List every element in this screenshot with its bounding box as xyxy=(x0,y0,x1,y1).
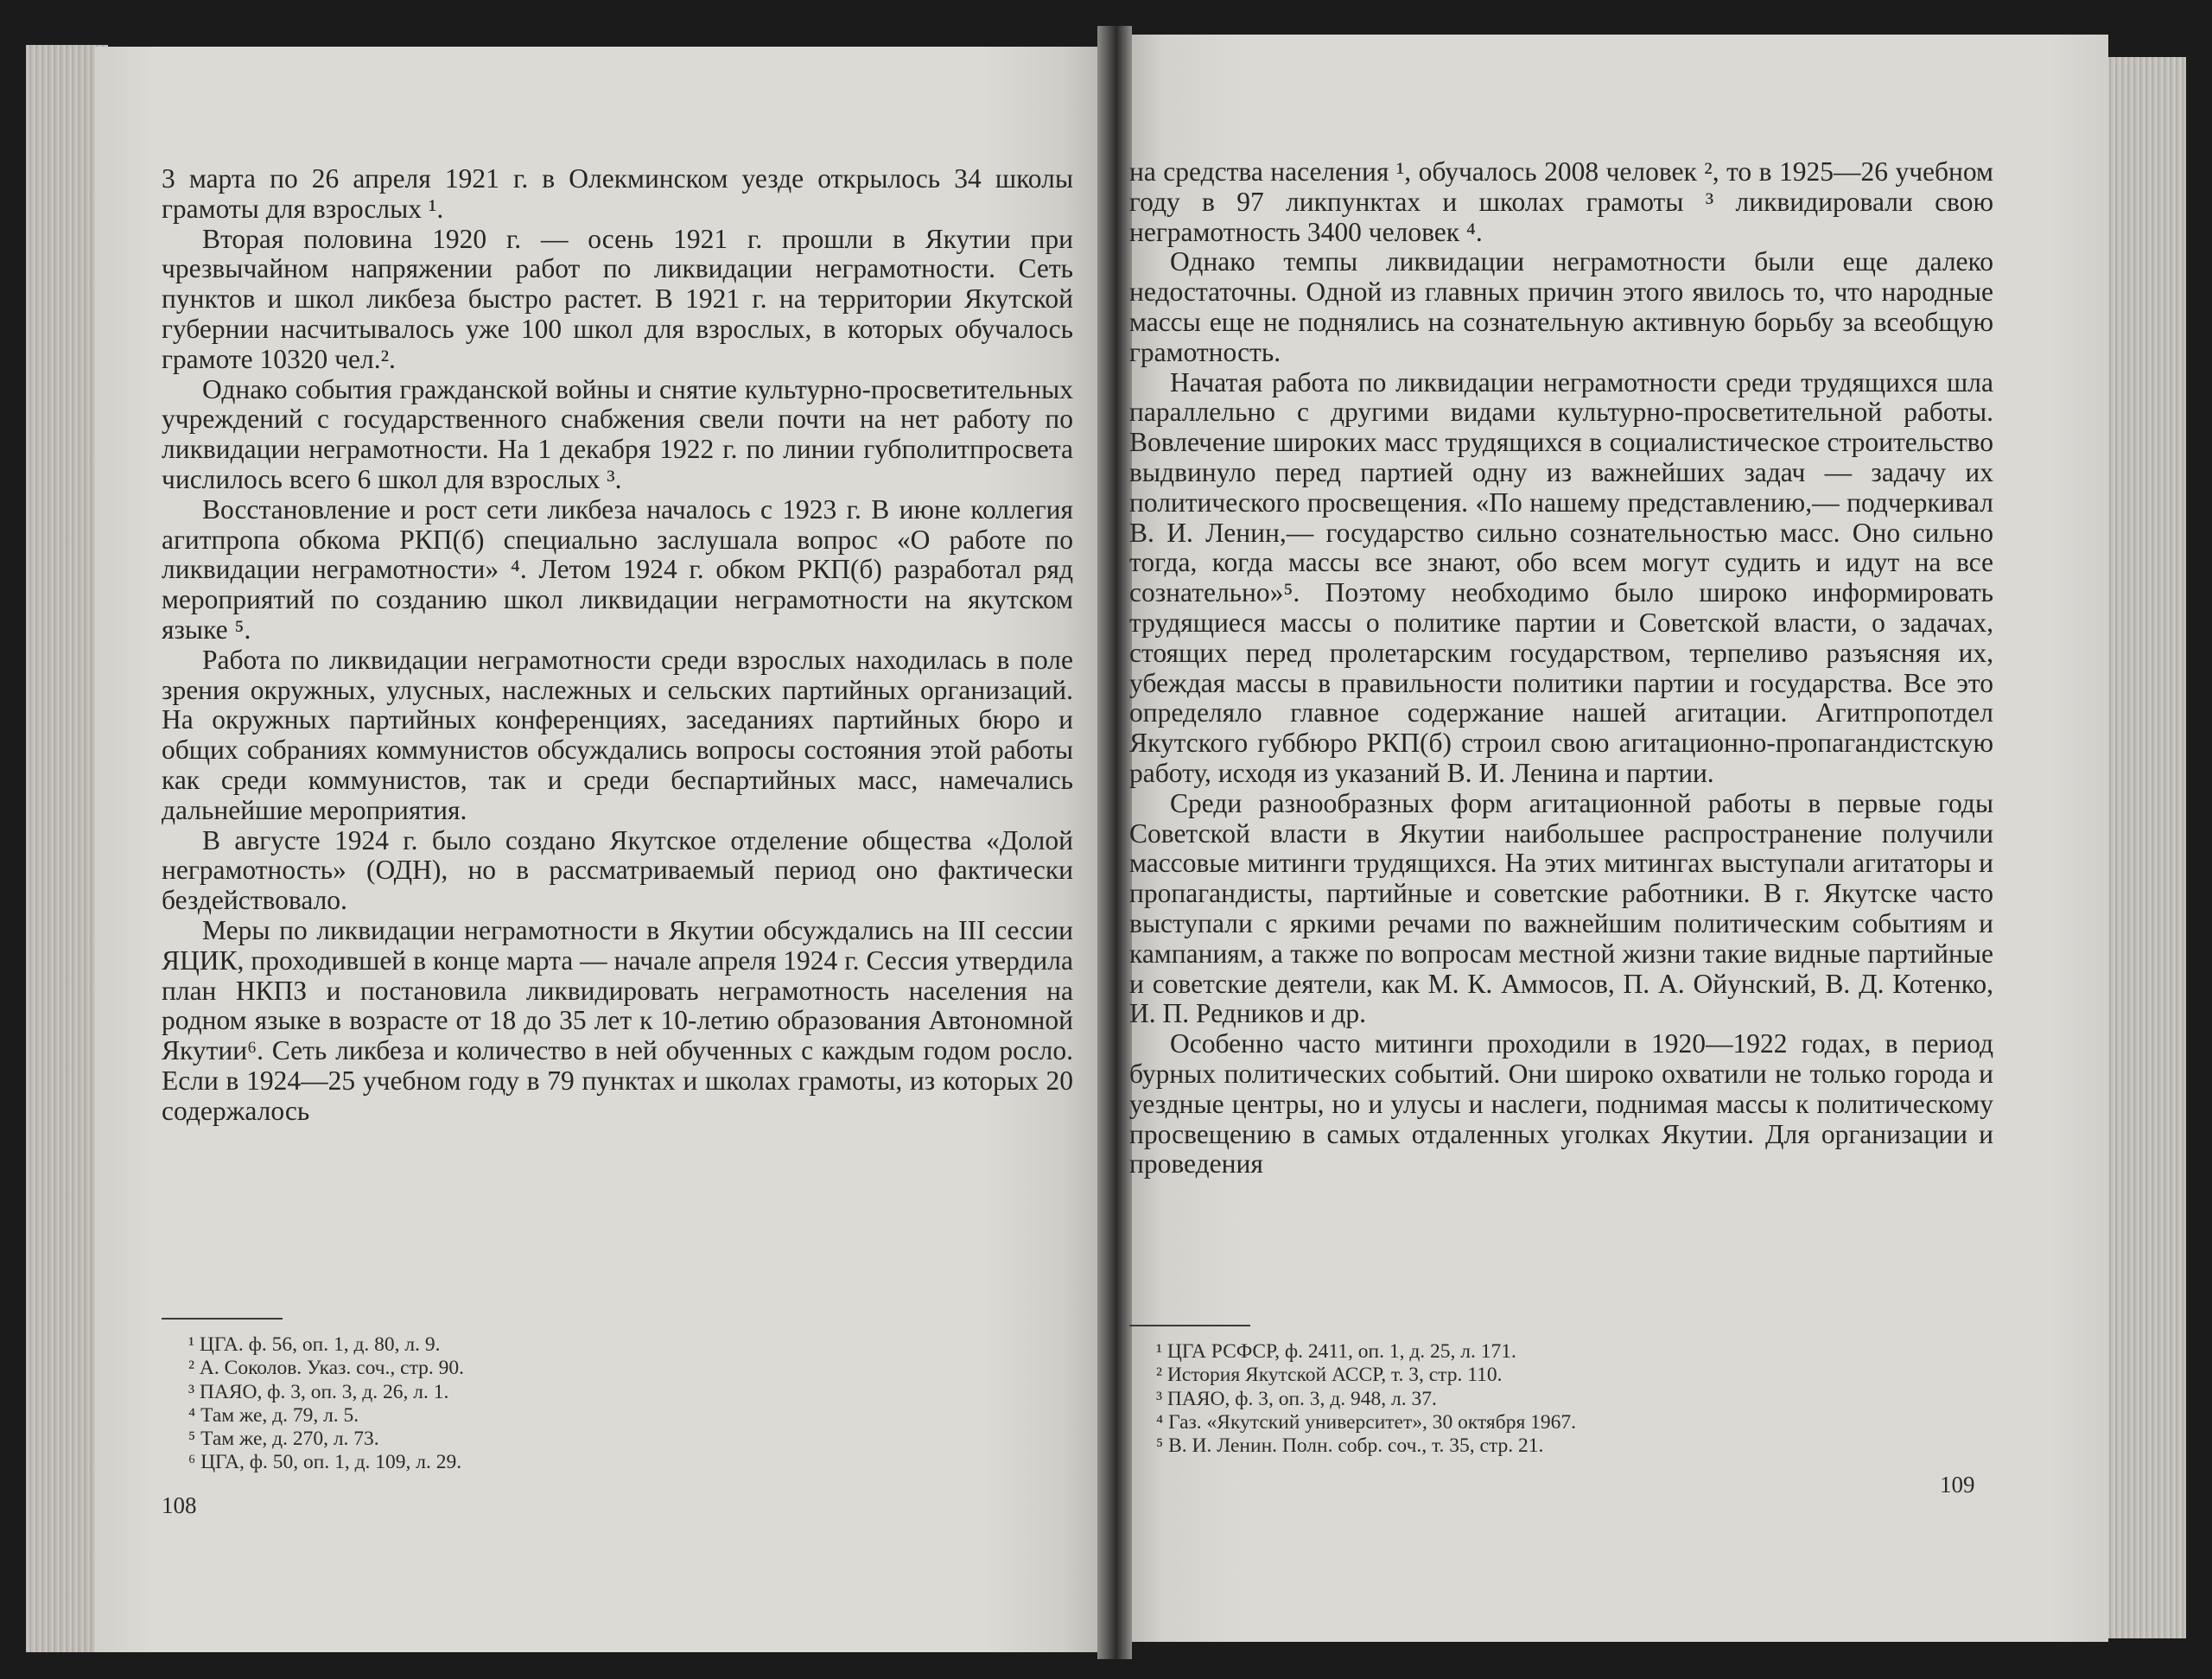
left-footnote-3: ³ ПАЯО, ф. 3, оп. 3, д. 26, л. 1. xyxy=(188,1380,449,1403)
left-footnotes xyxy=(188,1333,464,1475)
right-paragraph-5: Особенно часто митинги проходили в 1920—1922 годах, в период бурных политических событий. Они широко охватили не только города и уездные центры, но и улусы и наслеги, поднимая массы к политическому просвещению в самых отдаленных уголках Якутии. Для организации и проведения xyxy=(1129,1028,1993,1180)
left-paragraph-1: 3 марта по 26 апреля 1921 г. в Олекминском уезде открылось 34 школы грамоты для взрослых ¹. xyxy=(162,163,1073,224)
left-page-body xyxy=(162,164,1073,1127)
left-footnote-6: ⁶ ЦГА, ф. 50, оп. 1, д. 109, л. 29. xyxy=(188,1451,462,1474)
right-paragraph-3: Начатая работа по ликвидации неграмотности среди трудящихся шла параллельно с другими видами культурно-просветительной работы. Вовлечение широких масс трудящихся в социалистическое строительство выдвинуло перед партией одну из важнейших задач — задачу их политического просвещения. «По нашему представлению,— подчеркивал В. И. Ленин,— государство сильно сознательностью масс. Оно сильно тогда, когда массы все знают, обо всем могут судить и идут на все сознательно»⁵. Поэтому необходимо было широко информировать трудящиеся массы о политике партии и Советской власти, о задачах, стоящих перед пролетарским государством, терпеливо разъясняя их, убеждая массы в правильности политики партии и государства. Все это определяло главное содержание нашей агитации. Агитпропотдел Якутского губбюро РКП(б) строил свою агитационно-пропагандистскую работу, исходя из указаний В. И. Ленина и партии. xyxy=(1129,366,1993,788)
right-footnote-4: ⁴ Газ. «Якутский университет», 30 октября 1967. xyxy=(1156,1410,1577,1434)
left-footnote-4: ⁴ Там же, д. 79, л. 5. xyxy=(188,1403,359,1427)
left-page-number: 108 xyxy=(162,1492,197,1518)
right-page-edges xyxy=(2100,57,2186,1638)
right-footnote-2: ² История Якутской АССР, т. 3, стр. 110. xyxy=(1156,1364,1503,1387)
right-footnote-rule xyxy=(1129,1325,1250,1326)
right-paragraph-2: Однако темпы ликвидации неграмотности были еще далеко недостаточны. Одной из главных причин этого явилось то, что народные массы еще не поднялись на сознательную активную борьбу за всеобщую грамотность. xyxy=(1129,246,1993,367)
right-page-number: 109 xyxy=(1940,1472,1975,1498)
left-paragraph-7: Меры по ликвидации неграмотности в Якутии обсуждались на III сессии ЯЦИК, проходившей в конце марта — начале апреля 1924 г. Сессия утвердила план НКПЗ и постановила ликвидировать неграмотность населения на родном языке в возрасте от 18 до 35 лет к 10-летию образования Автономной Якутии⁶. Сеть ликбеза и количество в ней обученных с каждым годом росло. Если в 1924—25 учебном году в 79 пунктах и школах грамоты, из которых 20 содержалось xyxy=(162,914,1073,1126)
right-paragraph-1: на средства населения ¹, обучалось 2008 человек ², то в 1925—26 учебном году в 97 ликпунктах и школах грамоты ³ ликвидировали свою неграмотность 3400 человек ⁴. xyxy=(1129,156,1993,247)
left-paragraph-3: Однако события гражданской войны и снятие культурно-просветительных учреждений с государственного снабжения свели почти на нет работу по ликвидации неграмотности. На 1 декабря 1922 г. по линии губполитпросвета числилось всего 6 школ для взрослых ³. xyxy=(162,373,1073,494)
left-footnote-1: ¹ ЦГА. ф. 56, оп. 1, д. 80, л. 9. xyxy=(188,1333,441,1356)
left-footnote-rule xyxy=(162,1318,283,1320)
right-footnote-3: ³ ПАЯО, ф. 3, оп. 3, д. 948, л. 37. xyxy=(1156,1387,1437,1410)
right-footnote-5: ⁵ В. И. Ленин. Полн. собр. соч., т. 35, стр. 21. xyxy=(1156,1434,1544,1458)
right-paragraph-4: Среди разнообразных форм агитационной работы в первые годы Советской власти в Якутии наибольшее распространение получили массовые митинги трудящихся. На этих митингах выступали агитаторы и пропагандисты, партийные и советские работники. В г. Якутске часто выступали с яркими речами по важнейшим политическим событиям и кампаниям, а также по вопросам местной жизни такие видные партийные и советские деятели, как М. К. Аммосов, П. А. Ойунский, В. Д. Котенко, И. П. Редников и др. xyxy=(1129,787,1993,1029)
left-footnote-5: ⁵ Там же, д. 270, л. 73. xyxy=(188,1428,379,1451)
book-gutter xyxy=(1097,26,1132,1659)
left-paragraph-5: Работа по ликвидации неграмотности среди взрослых находилась в поле зрения окружных, улусных, наслежных и сельских партийных организаций. На окружных партийных конференциях, заседаниях партийных бюро и общих собраниях коммунистов обсуждались вопросы состояния этой работы как среди коммунистов, так и среди беспартийных масс, намечались дальнейшие мероприятия. xyxy=(162,644,1073,825)
left-paragraph-2: Вторая половина 1920 г. — осень 1921 г. прошли в Якутии при чрезвычайном напряжении работ по ликвидации неграмотности. Сеть пунктов и школ ликбеза быстро растет. В 1921 г. на территории Якутской губернии насчитывалось уже 100 школ для взрослых, в которых обучалось грамоте 10320 чел.². xyxy=(162,223,1073,374)
left-paragraph-4: Восстановление и рост сети ликбеза началось с 1923 г. В июне коллегия агитпропа обкома РКП(б) специально заслушала вопрос «О работе по ликвидации неграмотности» ⁴. Летом 1924 г. обком РКП(б) разработал ряд мероприятий по созданию школ ликвидации неграмотности на якутском языке ⁵. xyxy=(162,493,1073,645)
left-footnote-2: ² А. Соколов. Указ. соч., стр. 90. xyxy=(188,1357,465,1380)
right-footnotes xyxy=(1156,1340,1576,1458)
right-footnote-1: ¹ ЦГА РСФСР, ф. 2411, оп. 1, д. 25, л. 171. xyxy=(1156,1340,1516,1363)
left-paragraph-6: В августе 1924 г. было создано Якутское отделение общества «Долой неграмотность» (ОДН), но в рассматриваемый период оно фактически бездействовало. xyxy=(162,824,1073,916)
right-page-body xyxy=(1129,157,1993,1180)
